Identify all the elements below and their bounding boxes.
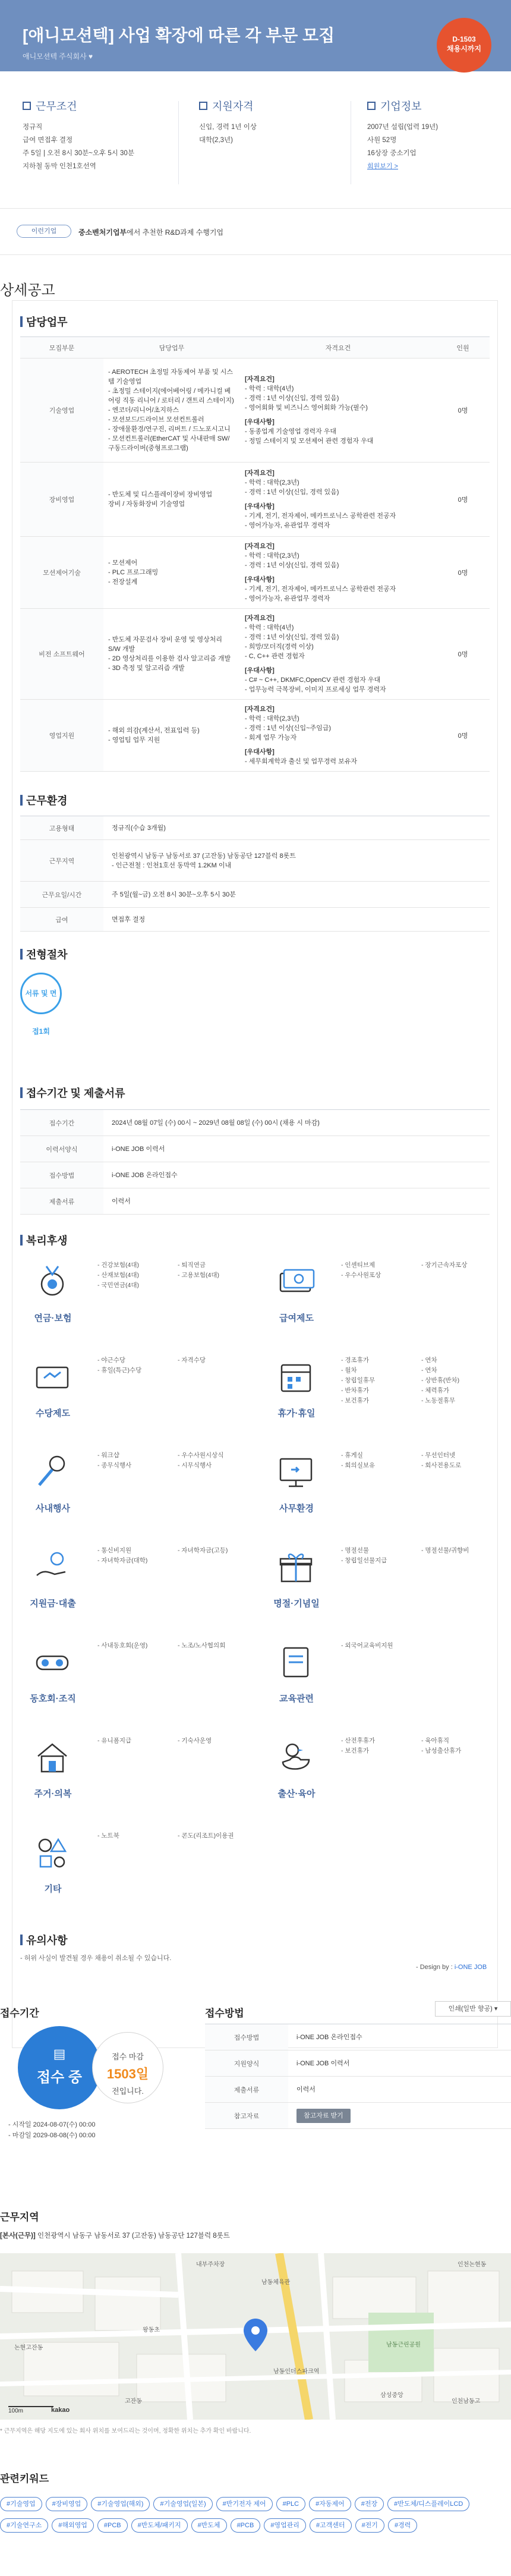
qual-line: - 학력 : 대학(2,3년) xyxy=(245,715,299,722)
qual-line: - 세무회계학과 출신 및 업무경력 보유자 xyxy=(245,758,357,765)
duty-task-line: - 모션제어 xyxy=(108,559,138,567)
duties-table xyxy=(20,336,490,772)
field-value: i-ONE JOB 이력서 xyxy=(288,2050,511,2077)
benefit-item: - 야근수당 xyxy=(97,1357,125,1364)
benefit-items xyxy=(341,1451,501,1471)
keyword-tag[interactable]: #기술영업(해외) xyxy=(91,2497,150,2511)
qual-line: - 학력 : 대학(4년) xyxy=(245,385,294,392)
benefit-item: - 시무식행사 xyxy=(178,1462,212,1469)
table-row xyxy=(20,463,490,537)
keyword-tag[interactable]: #전기 xyxy=(355,2518,384,2533)
benefit-items xyxy=(97,1831,258,1841)
benefit-group xyxy=(264,1260,501,1350)
benefit-item: - 반차휴가 xyxy=(341,1387,369,1394)
benefit-item: - 노트북 xyxy=(97,1832,119,1839)
duty-category: 장비영업 xyxy=(20,463,103,537)
table-row xyxy=(20,1188,490,1215)
benefit-name: 수당제도 xyxy=(36,1408,70,1418)
benefit-item: - 무선인터넷 xyxy=(421,1452,456,1459)
keyword-list xyxy=(0,2497,511,2540)
process-step: 서류 및 면접1회 xyxy=(20,973,62,1014)
qual-line: [자격요건] xyxy=(245,543,275,550)
notice-text: 중소벤처기업부에서 추천한 R&D과제 수행기업 xyxy=(78,228,224,237)
keyword-tag[interactable]: #반기전자 제어 xyxy=(216,2497,273,2511)
benefit-group xyxy=(20,1260,258,1350)
field-label: 제출서류 xyxy=(20,1188,103,1215)
benefit-group xyxy=(264,1355,501,1445)
period-card-title: 접수기간 xyxy=(0,2008,39,2019)
field-label: 급여 xyxy=(20,908,103,932)
map-label: 왕동초 xyxy=(143,2327,160,2333)
calendar-icon: ▤ xyxy=(53,2046,66,2061)
col-header: 인원 xyxy=(436,337,490,358)
map-label: 남동근린공원 xyxy=(386,2342,421,2348)
map-label: 인천남동고 xyxy=(452,2398,481,2405)
qual-line: - 경력 : 1년 이상(신입, 경력 있음) xyxy=(245,395,339,402)
qual-line: - 경력 : 1년 이상(신입, 경력 있음) xyxy=(245,634,339,641)
design-link[interactable]: i-ONE JOB xyxy=(454,1964,487,1971)
duty-qualifications xyxy=(240,358,436,463)
duty-headcount: 0명 xyxy=(436,609,490,700)
map-label: 남동인더스파크역 xyxy=(273,2369,320,2375)
qual-line: [우대사항] xyxy=(245,576,275,583)
benefit-item: - 육아휴직 xyxy=(421,1737,449,1744)
qual-line xyxy=(245,570,431,575)
keyword-tag[interactable]: #해외영업 xyxy=(52,2518,94,2533)
benefit-item: - 회의실보유 xyxy=(341,1462,376,1469)
house-icon xyxy=(31,1736,74,1779)
method-table xyxy=(205,2024,511,2129)
monitor-icon xyxy=(275,1451,317,1493)
field-label: 고용형태 xyxy=(20,816,103,840)
field-label: 접수방법 xyxy=(205,2024,288,2050)
duty-tasks xyxy=(103,463,240,537)
duty-task-line: - 초정밀 스테이지(에어베어링 / 메카니컬 베어링 직동 리니어 / 로터리 / 갠트리 스테이지) xyxy=(108,388,234,404)
qual-line xyxy=(245,413,431,417)
duty-task-line: - 모션보드/드라이브 모션컨트롤러 xyxy=(108,416,204,423)
method-card-title: 접수방법 xyxy=(205,2008,244,2019)
shapes-icon xyxy=(31,1831,74,1874)
qual-line xyxy=(245,661,431,666)
benefit-item: - 자격수당 xyxy=(178,1357,206,1364)
kakao-logo[interactable]: kakao xyxy=(51,2407,70,2414)
benefit-item: - 유니폼지급 xyxy=(97,1737,132,1744)
duty-category: 비전 소프트웨어 xyxy=(20,609,103,700)
benefit-name: 사무환경 xyxy=(279,1504,314,1514)
field-label: 참고자료 xyxy=(205,2103,288,2129)
qual-line: [자격요건] xyxy=(245,470,275,477)
field-value: 주 5일(월~금) 오전 8시 30분~오후 5시 30분 xyxy=(103,882,490,908)
benefit-name: 교육관련 xyxy=(279,1694,314,1704)
qual-line: - C, C++ 관련 경험자 xyxy=(245,653,305,660)
qual-line: [자격요건] xyxy=(245,376,275,383)
qual-line xyxy=(245,497,431,502)
duty-tasks xyxy=(103,358,240,463)
money-icon xyxy=(275,1260,317,1303)
apply-title: 접수기간 및 제출서류 xyxy=(20,1085,125,1100)
benefit-item: - 건강보험(4대) xyxy=(97,1262,139,1269)
qual-line: [우대사항] xyxy=(245,667,275,674)
table-row xyxy=(20,816,490,840)
benefit-item: - 남성출산휴가 xyxy=(421,1747,462,1754)
col-header: 모집부문 xyxy=(20,337,103,358)
benefit-item: - 국민연금(4대) xyxy=(97,1282,139,1289)
location-address: [본사(근무)] 인천광역시 남동구 남동서로 37 (고잔동) 남동공단 127블럭 8롯트 xyxy=(0,2232,230,2240)
square-icon xyxy=(199,102,207,110)
duty-task-line: - 반도체 및 디스플레이장비 장비영업 xyxy=(108,491,213,498)
duck-icon xyxy=(275,1736,317,1779)
benefit-name: 급여제도 xyxy=(279,1313,314,1323)
field-value: i-ONE JOB 온라인접수 xyxy=(288,2024,511,2050)
benefit-group xyxy=(20,1831,258,1920)
qual-line: [우대사항] xyxy=(245,748,275,756)
benefit-items xyxy=(341,1641,501,1651)
benefit-item: - 보건휴가 xyxy=(341,1397,369,1404)
environment-table xyxy=(20,816,490,932)
map-label: 논현고잔동 xyxy=(14,2345,43,2351)
benefit-item: - 명절선물 xyxy=(341,1547,369,1554)
duty-headcount: 0명 xyxy=(436,358,490,463)
location-title: 근무지역 xyxy=(0,2212,39,2223)
dday-value: D-1503 xyxy=(452,35,476,43)
qual-line: - 학력 : 대학(2,3년) xyxy=(245,479,299,486)
qual-line: - 학력 : 대학(2,3년) xyxy=(245,552,299,559)
dday-badge xyxy=(437,18,491,73)
keyword-tag[interactable]: #전장 xyxy=(355,2497,384,2511)
goggles-icon xyxy=(31,1641,74,1684)
qual-line: - 기계, 전기, 전자제어, 메카트로닉스 공학관련 전공자 xyxy=(245,512,396,520)
square-icon xyxy=(23,102,31,110)
duty-task-line: 장비 / 자동화장비 기술영업 xyxy=(108,501,185,508)
field-label: 이력서양식 xyxy=(20,1136,103,1162)
table-row xyxy=(205,2077,511,2103)
gift-icon xyxy=(275,1546,317,1589)
benefit-item: - 명절선물/귀향비 xyxy=(421,1547,469,1554)
table-row xyxy=(20,882,490,908)
field-value: 2024년 08월 07일 (수) 00시 ~ 2029년 08월 08일 (수) 00시 (채용 시 마감) xyxy=(103,1110,490,1136)
benefit-item: - 고용보험(4대) xyxy=(178,1272,219,1279)
keyword-tag[interactable]: #기술영업(일본) xyxy=(153,2497,212,2511)
design-credit: - Design by : i-ONE JOB xyxy=(416,1964,487,1971)
table-row xyxy=(20,908,490,932)
benefit-item: - 산전후휴가 xyxy=(341,1737,376,1744)
notes-text: - 허위 사실이 발견될 경우 채용이 취소될 수 있습니다. xyxy=(20,1955,172,1962)
download-reference-button[interactable]: 참고자료 받기 xyxy=(296,2109,351,2123)
duty-tasks xyxy=(103,537,240,609)
duty-qualifications xyxy=(240,463,436,537)
calendar-icon xyxy=(275,1355,317,1398)
qual-line: - 경력 : 1년 이상(신입, 경력 있음) xyxy=(245,489,339,496)
duty-task-line: - 3D 측정 및 알고리즘 개발 xyxy=(108,665,185,672)
square-icon xyxy=(367,102,376,110)
field-label: 지원양식 xyxy=(205,2050,288,2077)
notice-badge: 이런기업 xyxy=(17,225,71,238)
keyword-tag[interactable]: #PCB xyxy=(231,2518,261,2533)
benefit-items xyxy=(97,1451,258,1471)
benefit-item: - 보건휴가 xyxy=(341,1747,369,1754)
keyword-tag[interactable]: #기술영업 xyxy=(0,2497,42,2511)
company-info-link[interactable]: 회원보기 > xyxy=(367,163,398,170)
benefit-item: - 기숙사운영 xyxy=(178,1737,212,1744)
environment-title: 근무환경 xyxy=(20,792,68,808)
benefit-item: - 콘도(리조트)이용권 xyxy=(178,1832,234,1839)
field-value: 이력서 xyxy=(288,2077,511,2103)
qualification-summary: 지원자격 신입, 경력 1년 이상 대학(2,3년) xyxy=(199,100,257,144)
location-map[interactable] xyxy=(0,2253,511,2420)
duty-tasks xyxy=(103,700,240,772)
table-row xyxy=(20,1136,490,1162)
benefit-item: - 상반휴(반차) xyxy=(421,1377,460,1384)
table-row xyxy=(20,1110,490,1136)
hand-coin-icon xyxy=(31,1546,74,1589)
benefit-group xyxy=(20,1355,258,1445)
benefit-item: - 휴게실 xyxy=(341,1452,363,1459)
benefit-item: - 월차 xyxy=(341,1367,357,1374)
notes-title: 유의사항 xyxy=(20,1932,68,1948)
benefit-name: 명절·기념일 xyxy=(273,1599,320,1609)
qual-line: - 영어가능자, 유관업무 경력자 xyxy=(245,595,330,602)
keyword-tag[interactable]: #장비영업 xyxy=(46,2497,88,2511)
qual-line: - 학력 : 대학(4년) xyxy=(245,624,294,631)
map-label: 인천논현동 xyxy=(458,2262,487,2268)
map-label: 삼성중앙 xyxy=(380,2392,403,2399)
print-select[interactable]: 인쇄(일반 향공) ▾ xyxy=(435,2001,511,2017)
company-name[interactable]: 애니모션텍 주식회사 ♥ xyxy=(23,52,93,61)
benefit-item: - 산재보험(4대) xyxy=(97,1272,139,1279)
chevron-down-icon: ▾ xyxy=(494,2005,498,2012)
benefit-group xyxy=(264,1451,501,1540)
keyword-tag[interactable]: #반도체 xyxy=(191,2518,227,2533)
table-row xyxy=(205,2024,511,2050)
divider xyxy=(0,254,511,255)
benefit-item: - 연차 xyxy=(421,1357,437,1364)
benefit-item: - 노동절휴무 xyxy=(421,1397,456,1404)
map-label: 남동체육관 xyxy=(261,2279,291,2286)
duty-task-line: - PLC 프로그래밍 xyxy=(108,569,159,576)
benefit-items xyxy=(97,1260,258,1291)
conditions-summary: 근무조건 정규직 급여 면접후 결정 주 5일 | 오전 8시 30분~오후 5시 30분 지하철 동막 인천1호선역 xyxy=(23,100,134,170)
microphone-icon xyxy=(31,1451,74,1493)
benefit-item: - 통신비지원 xyxy=(97,1547,132,1554)
table-row xyxy=(205,2103,511,2129)
benefit-item: - 우수사원포상 xyxy=(341,1272,381,1279)
company-summary: 기업정보 2007년 설립(업력 19년) 사원 52명 16상장 중소기업 회원보기 > xyxy=(367,100,439,170)
benefit-name: 연금·보험 xyxy=(34,1313,72,1323)
benefit-items xyxy=(97,1355,258,1376)
qual-line: - 경력 : 1년 이상(신입, 경력 있음) xyxy=(245,562,339,569)
benefit-items xyxy=(341,1260,501,1281)
duty-task-line: - 해외 의감(계산서, 전표입력 등) xyxy=(108,727,200,734)
duty-category: 모션제어기술 xyxy=(20,537,103,609)
field-value: 정규직(수습 3개월) xyxy=(103,816,490,840)
qual-line: - 정밀 스테이지 및 모션제어 관련 경험자 우대 xyxy=(245,438,374,445)
duty-task-line: - AEROTECH 초정밀 자동제어 부품 및 시스템 기술영업 xyxy=(108,369,234,385)
qual-line: [자격요건] xyxy=(245,706,275,713)
dday-label: 채용시까지 xyxy=(447,45,481,53)
benefit-name: 지원금·대출 xyxy=(30,1599,76,1609)
keyword-tag[interactable]: #자동제어 xyxy=(309,2497,351,2511)
field-value: 이력서 xyxy=(103,1188,490,1215)
benefit-item: - 장기근속자포상 xyxy=(421,1262,468,1269)
benefit-item: - 퇴직연금 xyxy=(178,1262,206,1269)
heart-icon[interactable]: ♥ xyxy=(89,52,93,61)
benefit-item: - 종무식행사 xyxy=(97,1462,132,1469)
field-value: i-ONE JOB 이력서 xyxy=(103,1136,490,1162)
benefit-group xyxy=(20,1451,258,1540)
benefit-items xyxy=(97,1736,258,1746)
field-label: 접수방법 xyxy=(20,1162,103,1188)
qual-line: - 회계 업무 가능자 xyxy=(245,734,297,741)
table-row xyxy=(20,358,490,463)
benefit-items xyxy=(341,1355,501,1406)
duty-tasks xyxy=(103,609,240,700)
duty-headcount: 0명 xyxy=(436,463,490,537)
divider xyxy=(0,208,511,209)
benefit-item: - 창립일선물지급 xyxy=(341,1557,387,1564)
keyword-tag[interactable]: #반도체/패키지 xyxy=(131,2518,188,2533)
duty-headcount: 0명 xyxy=(436,537,490,609)
medal-icon xyxy=(31,1260,74,1303)
duty-qualifications xyxy=(240,700,436,772)
duty-task-line: - 전장설계 xyxy=(108,578,138,586)
benefit-item: - 사내동호회(운영) xyxy=(97,1642,148,1649)
map-label: 고잔동 xyxy=(125,2398,142,2405)
duty-task-line: - 모션컨트롤러(EtherCAT 및 사내판매 SW/ 구동드라이버(중형프로그램) xyxy=(108,435,230,452)
keyword-tag[interactable]: #고객센터 xyxy=(310,2518,352,2533)
period-dates: - 시작일 2024-08-07(수) 00:00 - 마감일 2029-08-08(수) 00:00 xyxy=(8,2121,96,2139)
status-text: 접수 중 xyxy=(36,2069,83,2086)
benefit-item: - 자녀학자금(대학) xyxy=(97,1557,148,1564)
keyword-tag[interactable]: #영업관리 xyxy=(264,2518,306,2533)
benefit-item: - 회사전용도로 xyxy=(421,1462,462,1469)
benefit-name: 휴가·휴일 xyxy=(277,1408,316,1418)
benefit-items xyxy=(97,1641,258,1651)
qual-line: - 영어회화 및 비즈니스 영어회화 가능(필수) xyxy=(245,404,368,411)
table-row xyxy=(20,1162,490,1188)
benefit-group xyxy=(20,1546,258,1635)
benefit-item: - 연차 xyxy=(421,1367,437,1374)
benefit-name: 주거·의복 xyxy=(34,1789,72,1799)
qual-line: - C# ~ C++, DKMFC,OpenCV 관련 경험자 우대 xyxy=(245,677,381,684)
qual-line: [우대사항] xyxy=(245,419,275,426)
duty-task-line: - 영업팀 업무 지원 xyxy=(108,737,160,744)
benefit-items xyxy=(97,1546,258,1566)
qual-line: [우대사항] xyxy=(245,503,275,510)
duty-task-line: - 반도체 자문검사 장비 운영 및 영상처리 S/W 개발 xyxy=(108,636,223,653)
benefit-group xyxy=(20,1736,258,1825)
keyword-tag[interactable]: #기술연구소 xyxy=(0,2518,48,2533)
field-label: 근무지역 xyxy=(20,840,103,882)
duty-headcount: 0명 xyxy=(436,700,490,772)
process-title: 전형절차 xyxy=(20,946,68,962)
duty-task-line: - 엔코더/리니어/초지하스 xyxy=(108,407,179,414)
keyword-tag[interactable]: #반도체/디스플레이LCD xyxy=(387,2497,469,2511)
duty-task-line: - 장애물환경/연구진, 리버트 / 드노포시고니 xyxy=(108,426,231,433)
handshake-icon xyxy=(31,1355,74,1398)
qual-line: - 기계, 전기, 전자제어, 메카트로닉스 공학관련 전공자 xyxy=(245,586,396,593)
benefit-name: 기타 xyxy=(44,1884,62,1894)
benefit-item: - 워크샵 xyxy=(97,1452,119,1459)
table-row xyxy=(20,609,490,700)
detail-section-title: 상세공고 xyxy=(0,282,55,298)
field-value: 인천광역시 남동구 남동서로 37 (고잔동) 남동공단 127블럭 8롯트 - 인근전철 : 인천1호선 동막역 1.2KM 이내 xyxy=(103,840,490,882)
keyword-tag[interactable]: #PCB xyxy=(97,2518,128,2533)
col-header: 담당업무 xyxy=(103,337,240,358)
table-row xyxy=(20,537,490,609)
table-row xyxy=(20,840,490,882)
field-label: 근무요일/시간 xyxy=(20,882,103,908)
page-title: [애니모션텍] 사업 확장에 따른 각 부문 모집 xyxy=(23,26,335,45)
benefit-name: 사내행사 xyxy=(36,1504,70,1514)
benefit-item: - 창립일휴무 xyxy=(341,1377,376,1384)
benefit-items xyxy=(341,1736,501,1756)
keyword-tag[interactable]: #PLC xyxy=(276,2497,306,2511)
qual-line: [자격요건] xyxy=(245,615,275,622)
benefit-group xyxy=(264,1641,501,1730)
table-row xyxy=(20,700,490,772)
benefit-item: - 체력휴가 xyxy=(421,1387,449,1394)
map-graphic xyxy=(0,2253,511,2420)
field-value xyxy=(288,2103,511,2129)
duties-title: 담당업무 xyxy=(20,314,68,329)
status-circle xyxy=(18,2026,101,2109)
field-value: i-ONE JOB 온라인접수 xyxy=(103,1162,490,1188)
col-header: 자격요건 xyxy=(240,337,436,358)
qual-line: - 업무능력 극복장비, 이미지 프로세싱 업무 경력자 xyxy=(245,686,386,693)
apply-table xyxy=(20,1109,490,1215)
benefit-item: - 우수사원시상식 xyxy=(178,1452,224,1459)
table-row xyxy=(205,2050,511,2077)
benefit-item: - 인센티브제 xyxy=(341,1262,376,1269)
divider xyxy=(178,101,179,184)
qual-line: - 영어가능자, 유관업무 경력자 xyxy=(245,522,330,529)
benefit-item: - 휴일(특근)수당 xyxy=(97,1367,142,1374)
duty-qualifications xyxy=(240,609,436,700)
keywords-title: 관련키워드 xyxy=(0,2473,49,2484)
field-label: 제출서류 xyxy=(205,2077,288,2103)
benefit-item: - 노조/노사협의회 xyxy=(178,1642,226,1649)
qual-line xyxy=(245,743,431,747)
qual-line: - 희망/모더직(경력 이상) xyxy=(245,643,314,650)
duty-category: 기술영업 xyxy=(20,358,103,463)
benefit-item: - 자녀학자금(고등) xyxy=(178,1547,228,1554)
map-disclaimer: * 근무지역은 해당 지도에 있는 회사 위치를 보여드리는 것이며, 정확한 위치는 추가 확인 바랍니다. xyxy=(0,2428,251,2435)
qual-line: - 경력 : 1년 이상(신입~주임급) xyxy=(245,725,332,732)
duty-task-line: - 2D 영상처리를 이용한 검사 알고리즘 개발 xyxy=(108,655,231,662)
qual-line: - 동종업계 기술영업 경력자 우대 xyxy=(245,428,337,435)
dday-value: 1503일 xyxy=(106,2067,149,2081)
benefit-name: 출산·육아 xyxy=(277,1789,316,1799)
field-label: 접수기간 xyxy=(20,1110,103,1136)
benefit-group xyxy=(264,1736,501,1825)
benefit-item: - 경조휴가 xyxy=(341,1357,369,1364)
benefit-items xyxy=(341,1546,501,1566)
map-scale: 100m xyxy=(8,2408,24,2414)
duty-category: 영업지원 xyxy=(20,700,103,772)
book-icon xyxy=(275,1641,317,1684)
map-label: 내부주차장 xyxy=(196,2262,225,2268)
benefit-group xyxy=(264,1546,501,1635)
benefit-item: - 외국어교육비지원 xyxy=(341,1642,393,1649)
keyword-tag[interactable]: #경력 xyxy=(388,2518,417,2533)
benefit-name: 동호회·조직 xyxy=(30,1694,76,1704)
duty-qualifications xyxy=(240,537,436,609)
field-value: 면접후 결정 xyxy=(103,908,490,932)
dday-circle: 접수 마감 1503일 전입니다. xyxy=(92,2032,163,2103)
benefits-title: 복리후생 xyxy=(20,1232,68,1248)
benefit-group xyxy=(20,1641,258,1730)
